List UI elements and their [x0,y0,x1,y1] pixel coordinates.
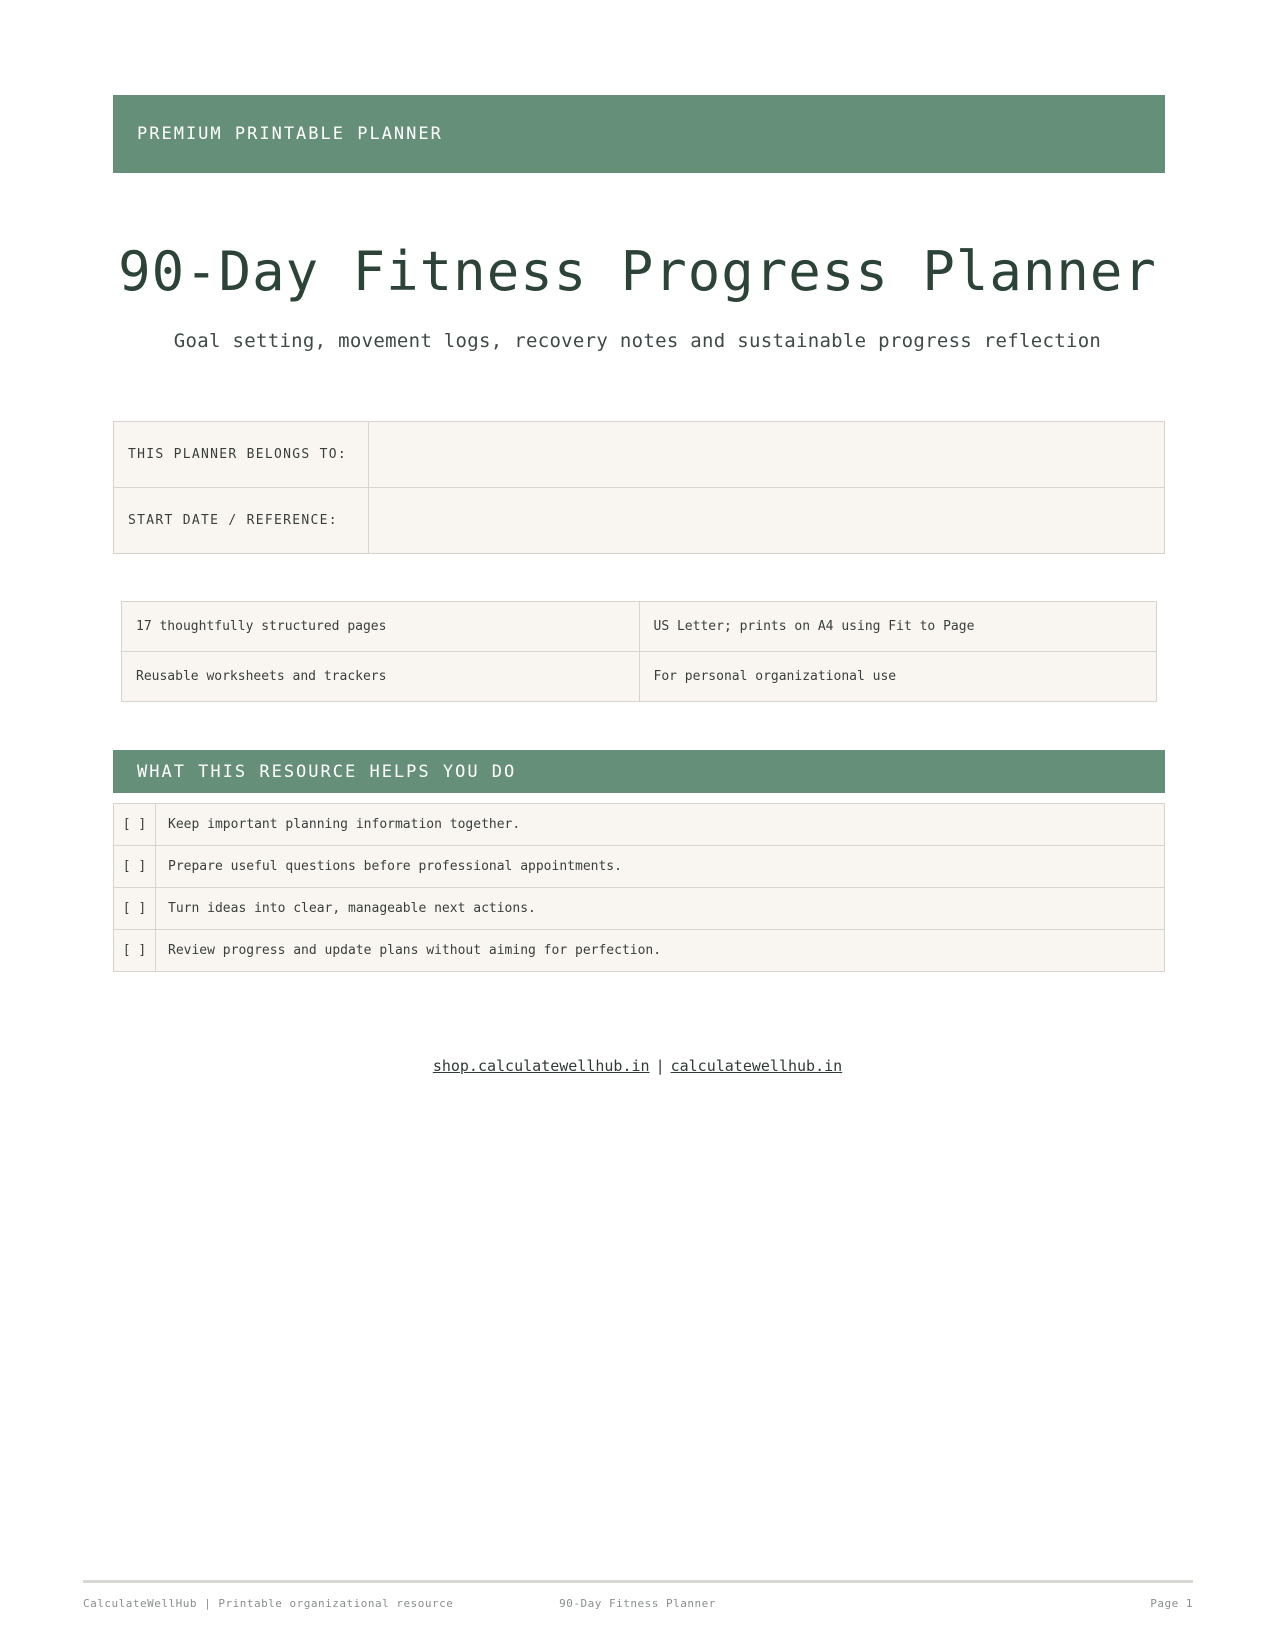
footer-left-text: CalculateWellHub | Printable organizational resource [83,1597,454,1610]
page-number: Page 1 [1150,1597,1193,1610]
benefits-heading: WHAT THIS RESOURCE HELPS YOU DO [137,761,517,782]
checklist-row [114,804,1165,846]
features-table [121,601,1157,702]
checklist-item: Keep important planning information together. [156,804,1165,846]
feature-reusable: Reusable worksheets and trackers [122,652,640,702]
owner-row-name [114,422,1165,488]
owner-name-field[interactable] [369,422,1165,488]
page-subtitle: Goal setting, movement logs, recovery notes and sustainable progress reflection [173,330,1102,352]
start-date-label: START DATE / REFERENCE: [114,488,369,554]
checklist-item: Review progress and update plans without aiming for perfection. [156,930,1165,972]
checkbox-icon[interactable]: [ ] [114,846,156,888]
checklist-item: Turn ideas into clear, manageable next actions. [156,888,1165,930]
footer-center-text: 90-Day Fitness Planner [559,1597,716,1610]
owner-table [113,421,1165,554]
site-link[interactable]: calculatewellhub.in [670,1057,843,1075]
banner-label: PREMIUM PRINTABLE PLANNER [137,124,443,144]
checklist-row [114,930,1165,972]
checkbox-icon[interactable]: [ ] [114,888,156,930]
page-title: 90-Day Fitness Progress Planner [118,240,1157,303]
start-date-field[interactable] [369,488,1165,554]
owner-row-date [114,488,1165,554]
owner-name-label: THIS PLANNER BELONGS TO: [114,422,369,488]
checklist-item: Prepare useful questions before professional appointments. [156,846,1165,888]
checklist-row [114,888,1165,930]
benefits-heading-banner [113,750,1165,793]
website-links [0,1057,1275,1075]
features-row [122,602,1157,652]
features-row [122,652,1157,702]
checklist-row [114,846,1165,888]
checkbox-icon[interactable]: [ ] [114,930,156,972]
benefits-checklist [113,803,1165,972]
feature-paper-size: US Letter; prints on A4 using Fit to Page [639,602,1157,652]
link-separator: | [655,1057,665,1075]
feature-usage: For personal organizational use [639,652,1157,702]
footer-divider [83,1580,1193,1583]
feature-pages: 17 thoughtfully structured pages [122,602,640,652]
header-banner [113,95,1165,173]
shop-link[interactable]: shop.calculatewellhub.in [432,1057,650,1075]
checkbox-icon[interactable]: [ ] [114,804,156,846]
